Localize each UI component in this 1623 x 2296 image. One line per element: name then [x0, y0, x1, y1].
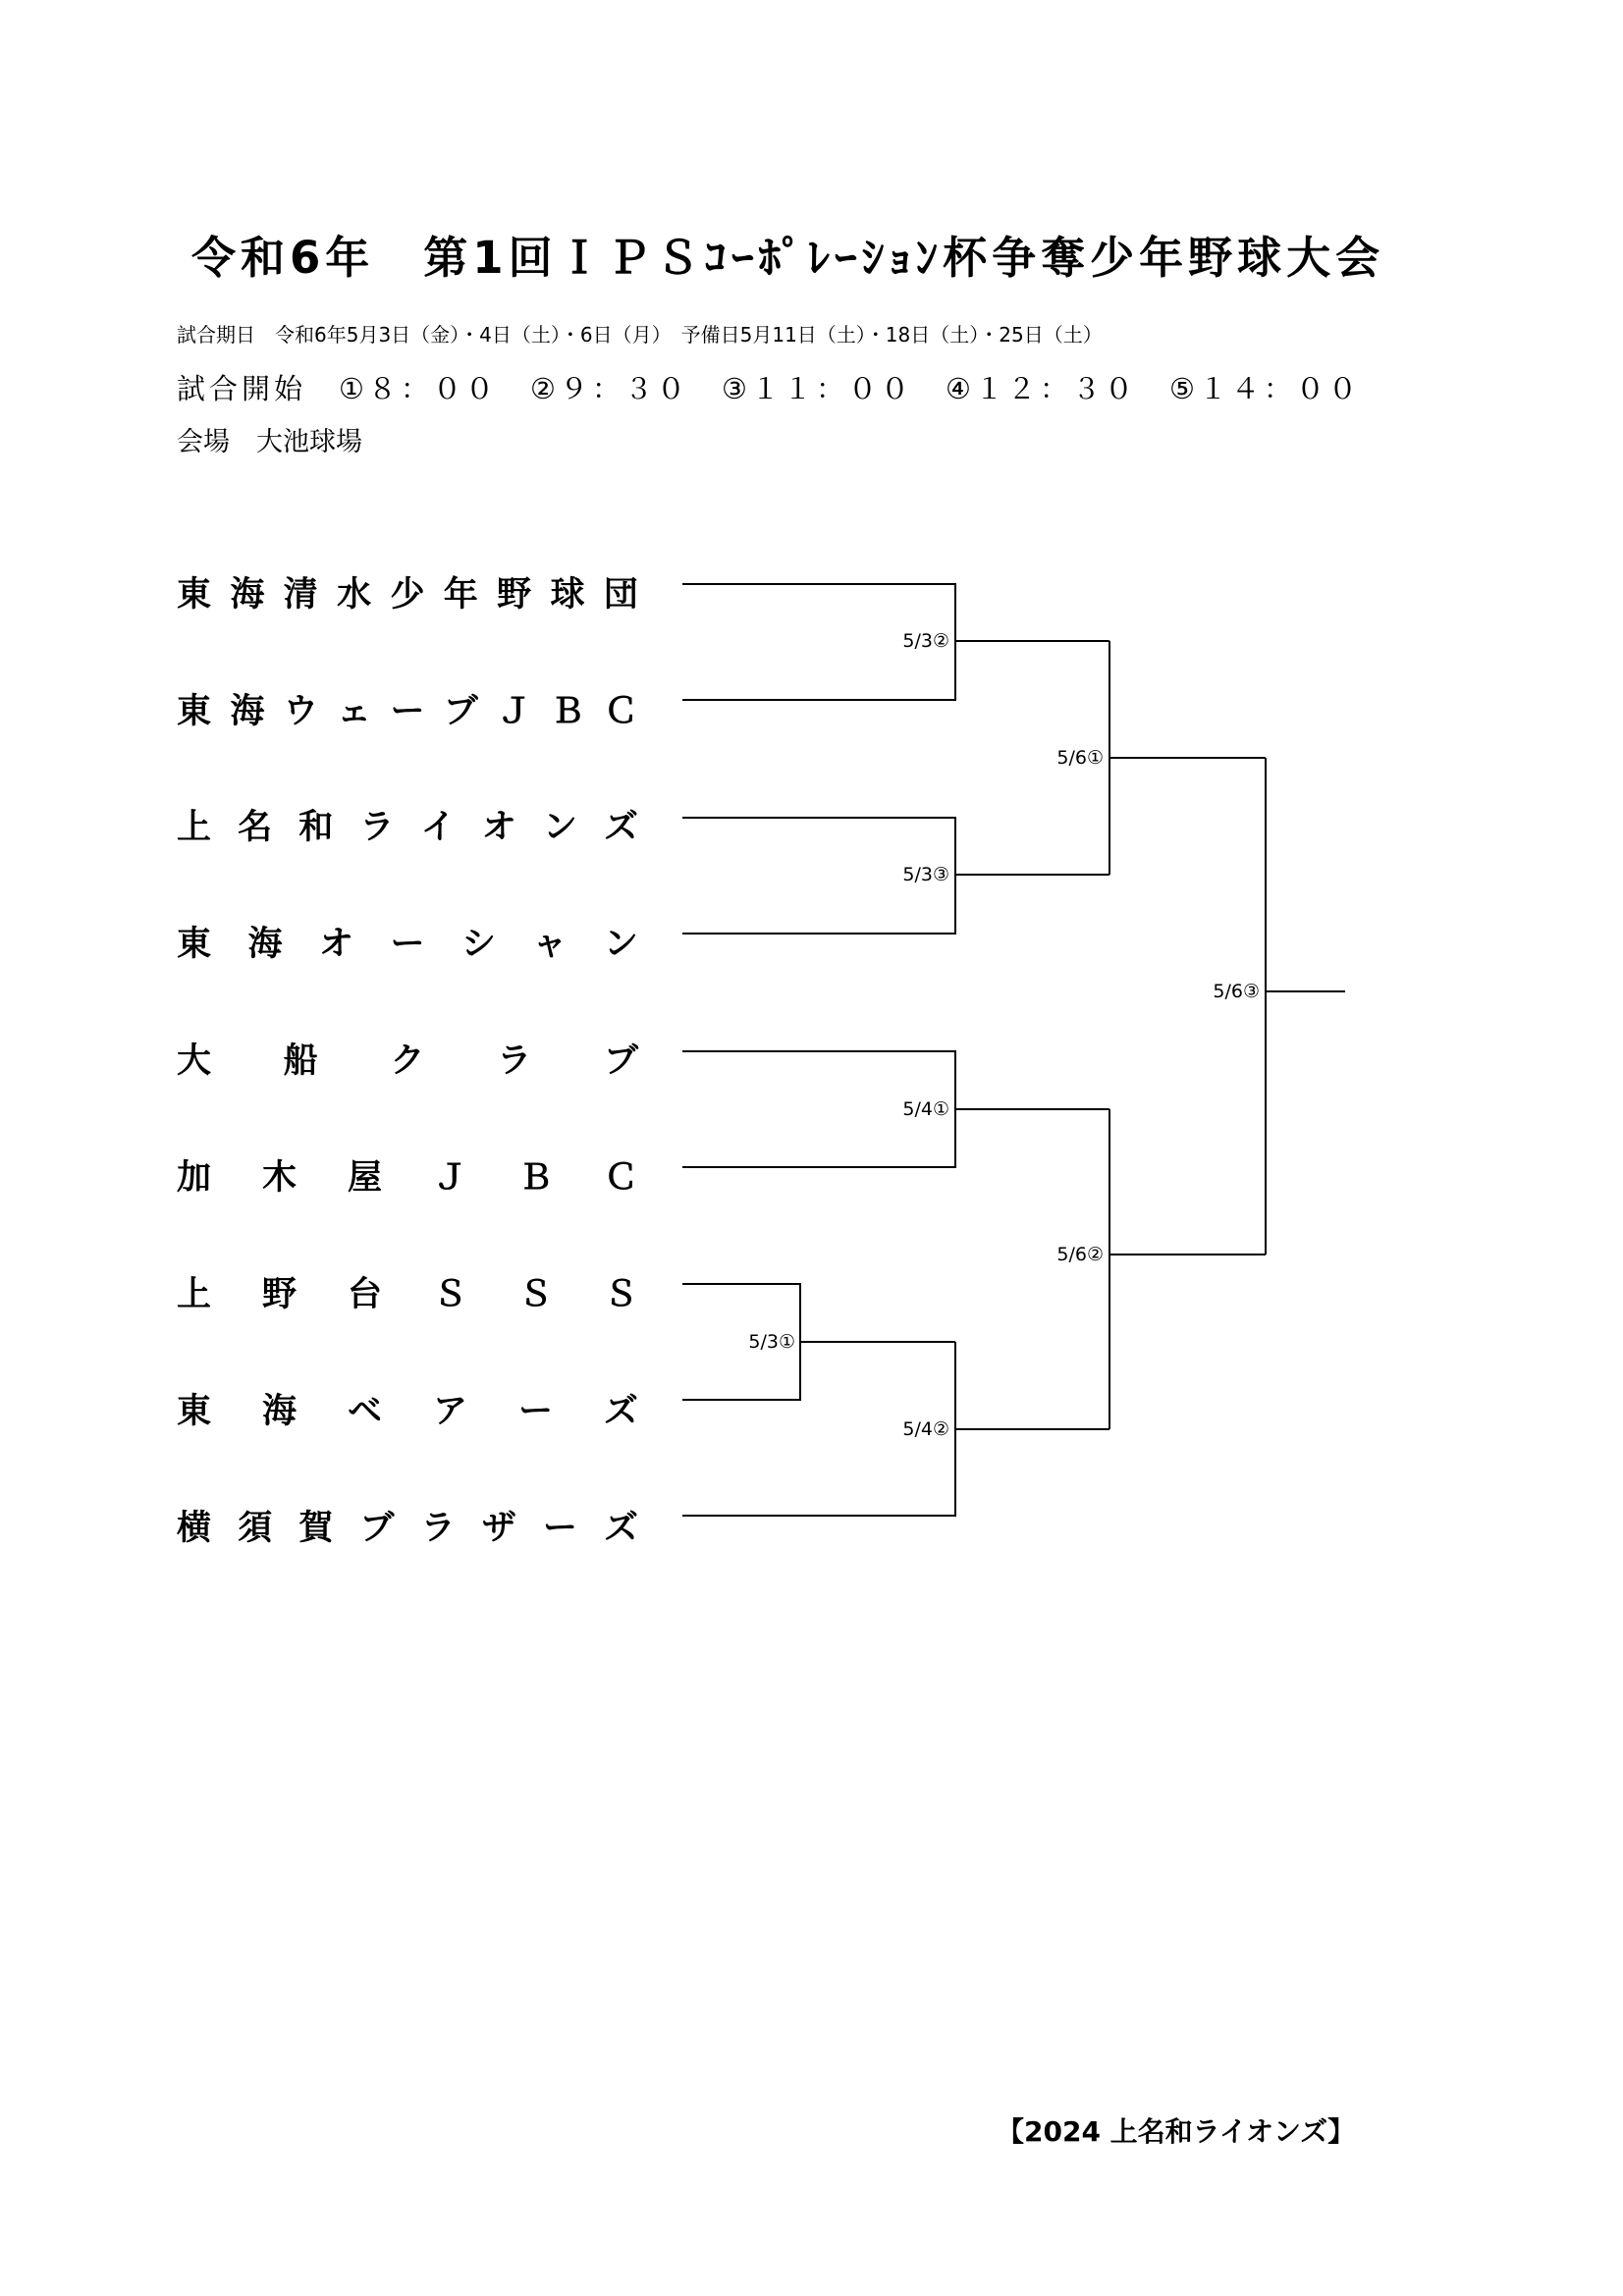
- team-name-char: 東: [177, 692, 212, 731]
- team-name-char: 東: [177, 575, 212, 614]
- team-name-char: Ｓ: [432, 1275, 467, 1314]
- team-name-char: 球: [550, 575, 585, 614]
- team-name-char: 木: [261, 1158, 297, 1198]
- team-name-char: 海: [261, 1392, 297, 1431]
- team-name-char: Ｂ: [517, 1158, 553, 1198]
- team-name-char: 上: [177, 1275, 212, 1314]
- team-name-char: 和: [298, 808, 334, 847]
- team-name-char: ン: [603, 925, 638, 964]
- team-name-char: ラ: [497, 1041, 532, 1081]
- team-name-char: 海: [230, 575, 265, 614]
- team-name-char: シ: [460, 925, 496, 964]
- team-name-char: ブ: [359, 1509, 395, 1548]
- team-name-char: ウ: [283, 692, 318, 731]
- team-name-char: ズ: [603, 1509, 638, 1548]
- match-label: 5/4②: [902, 1418, 949, 1440]
- team-name-char: 水: [337, 575, 372, 614]
- team-name-char: Ｃ: [603, 692, 638, 731]
- team-name-char: 清: [283, 575, 318, 614]
- match-label: 5/6③: [1213, 981, 1260, 1002]
- footer-credit: 【2024 上名和ライオンズ】: [997, 2115, 1356, 2148]
- team-name-char: Ｂ: [550, 692, 585, 731]
- team-name-char: 野: [261, 1275, 297, 1314]
- team-name-char: Ｓ: [603, 1275, 638, 1314]
- team-name-char: ェ: [337, 692, 372, 731]
- match-label: 5/3①: [748, 1331, 795, 1353]
- team-name-char: 少: [390, 575, 425, 614]
- match-label: 5/6②: [1056, 1244, 1104, 1265]
- team-name-char: 台: [347, 1275, 382, 1314]
- team-name-char: 船: [283, 1041, 318, 1081]
- team-name-char: Ｓ: [517, 1275, 553, 1314]
- team-name-char: ー: [517, 1392, 553, 1431]
- team-name-char: ベ: [347, 1392, 382, 1431]
- match-label: 5/6①: [1056, 747, 1104, 769]
- team-name-char: ン: [542, 808, 577, 847]
- team-name-char: ラ: [359, 808, 395, 847]
- match-label: 5/4①: [902, 1098, 949, 1120]
- team-name-char: ズ: [603, 1392, 638, 1431]
- team-name-char: 年: [443, 575, 478, 614]
- team-name-char: 上: [177, 808, 212, 847]
- match-dates: 試合期日 令和6年5月3日（金）・4日（土）・6日（月） 予備日5月11日（土）・18日（土）・25日（土）: [177, 323, 1103, 347]
- team-name-char: 名: [238, 808, 273, 847]
- venue: 会場 大池球場: [177, 427, 362, 457]
- team-name-char: 東: [177, 1392, 212, 1431]
- team-name-char: 団: [603, 575, 638, 614]
- team-name-char: 横: [177, 1509, 212, 1548]
- page-title: 令和6年 第1回ＩＰＳｺｰﾎﾟﾚｰｼｮﾝ杯争奪少年野球大会: [191, 232, 1385, 284]
- team-name-char: 東: [177, 925, 212, 964]
- team-name-char: ザ: [481, 1509, 516, 1548]
- team-name-char: ズ: [603, 808, 638, 847]
- team-name-char: 屋: [347, 1158, 382, 1198]
- match-label: 5/3③: [902, 864, 949, 885]
- match-label: 5/3②: [902, 630, 949, 652]
- team-name-char: 加: [177, 1158, 212, 1198]
- team-name-char: オ: [318, 925, 353, 964]
- team-name-char: ブ: [603, 1041, 638, 1081]
- team-name-char: 賀: [298, 1509, 334, 1548]
- team-name-char: Ｃ: [603, 1158, 638, 1198]
- team-name-char: イ: [420, 808, 456, 847]
- team-name-char: オ: [481, 808, 516, 847]
- team-name-char: ー: [390, 692, 425, 731]
- team-name-char: ア: [432, 1392, 467, 1431]
- match-start-times: 試合開始 ①８：００ ②９：３０ ③１１：００ ④１２：３０ ⑤１４：００: [177, 372, 1361, 405]
- team-name-char: Ｊ: [497, 692, 532, 731]
- team-name-char: 須: [238, 1509, 273, 1548]
- team-name-char: ブ: [443, 692, 478, 731]
- team-name-char: ャ: [532, 925, 568, 964]
- team-name-char: ラ: [420, 1509, 456, 1548]
- team-name-char: ク: [390, 1041, 425, 1081]
- team-name-char: 大: [177, 1041, 212, 1081]
- team-name-char: ー: [542, 1509, 577, 1548]
- team-name-char: Ｊ: [432, 1158, 467, 1198]
- team-name-char: 海: [230, 692, 265, 731]
- team-name-char: 海: [247, 925, 283, 964]
- team-name-char: 野: [497, 575, 532, 614]
- team-name-char: ー: [390, 925, 425, 964]
